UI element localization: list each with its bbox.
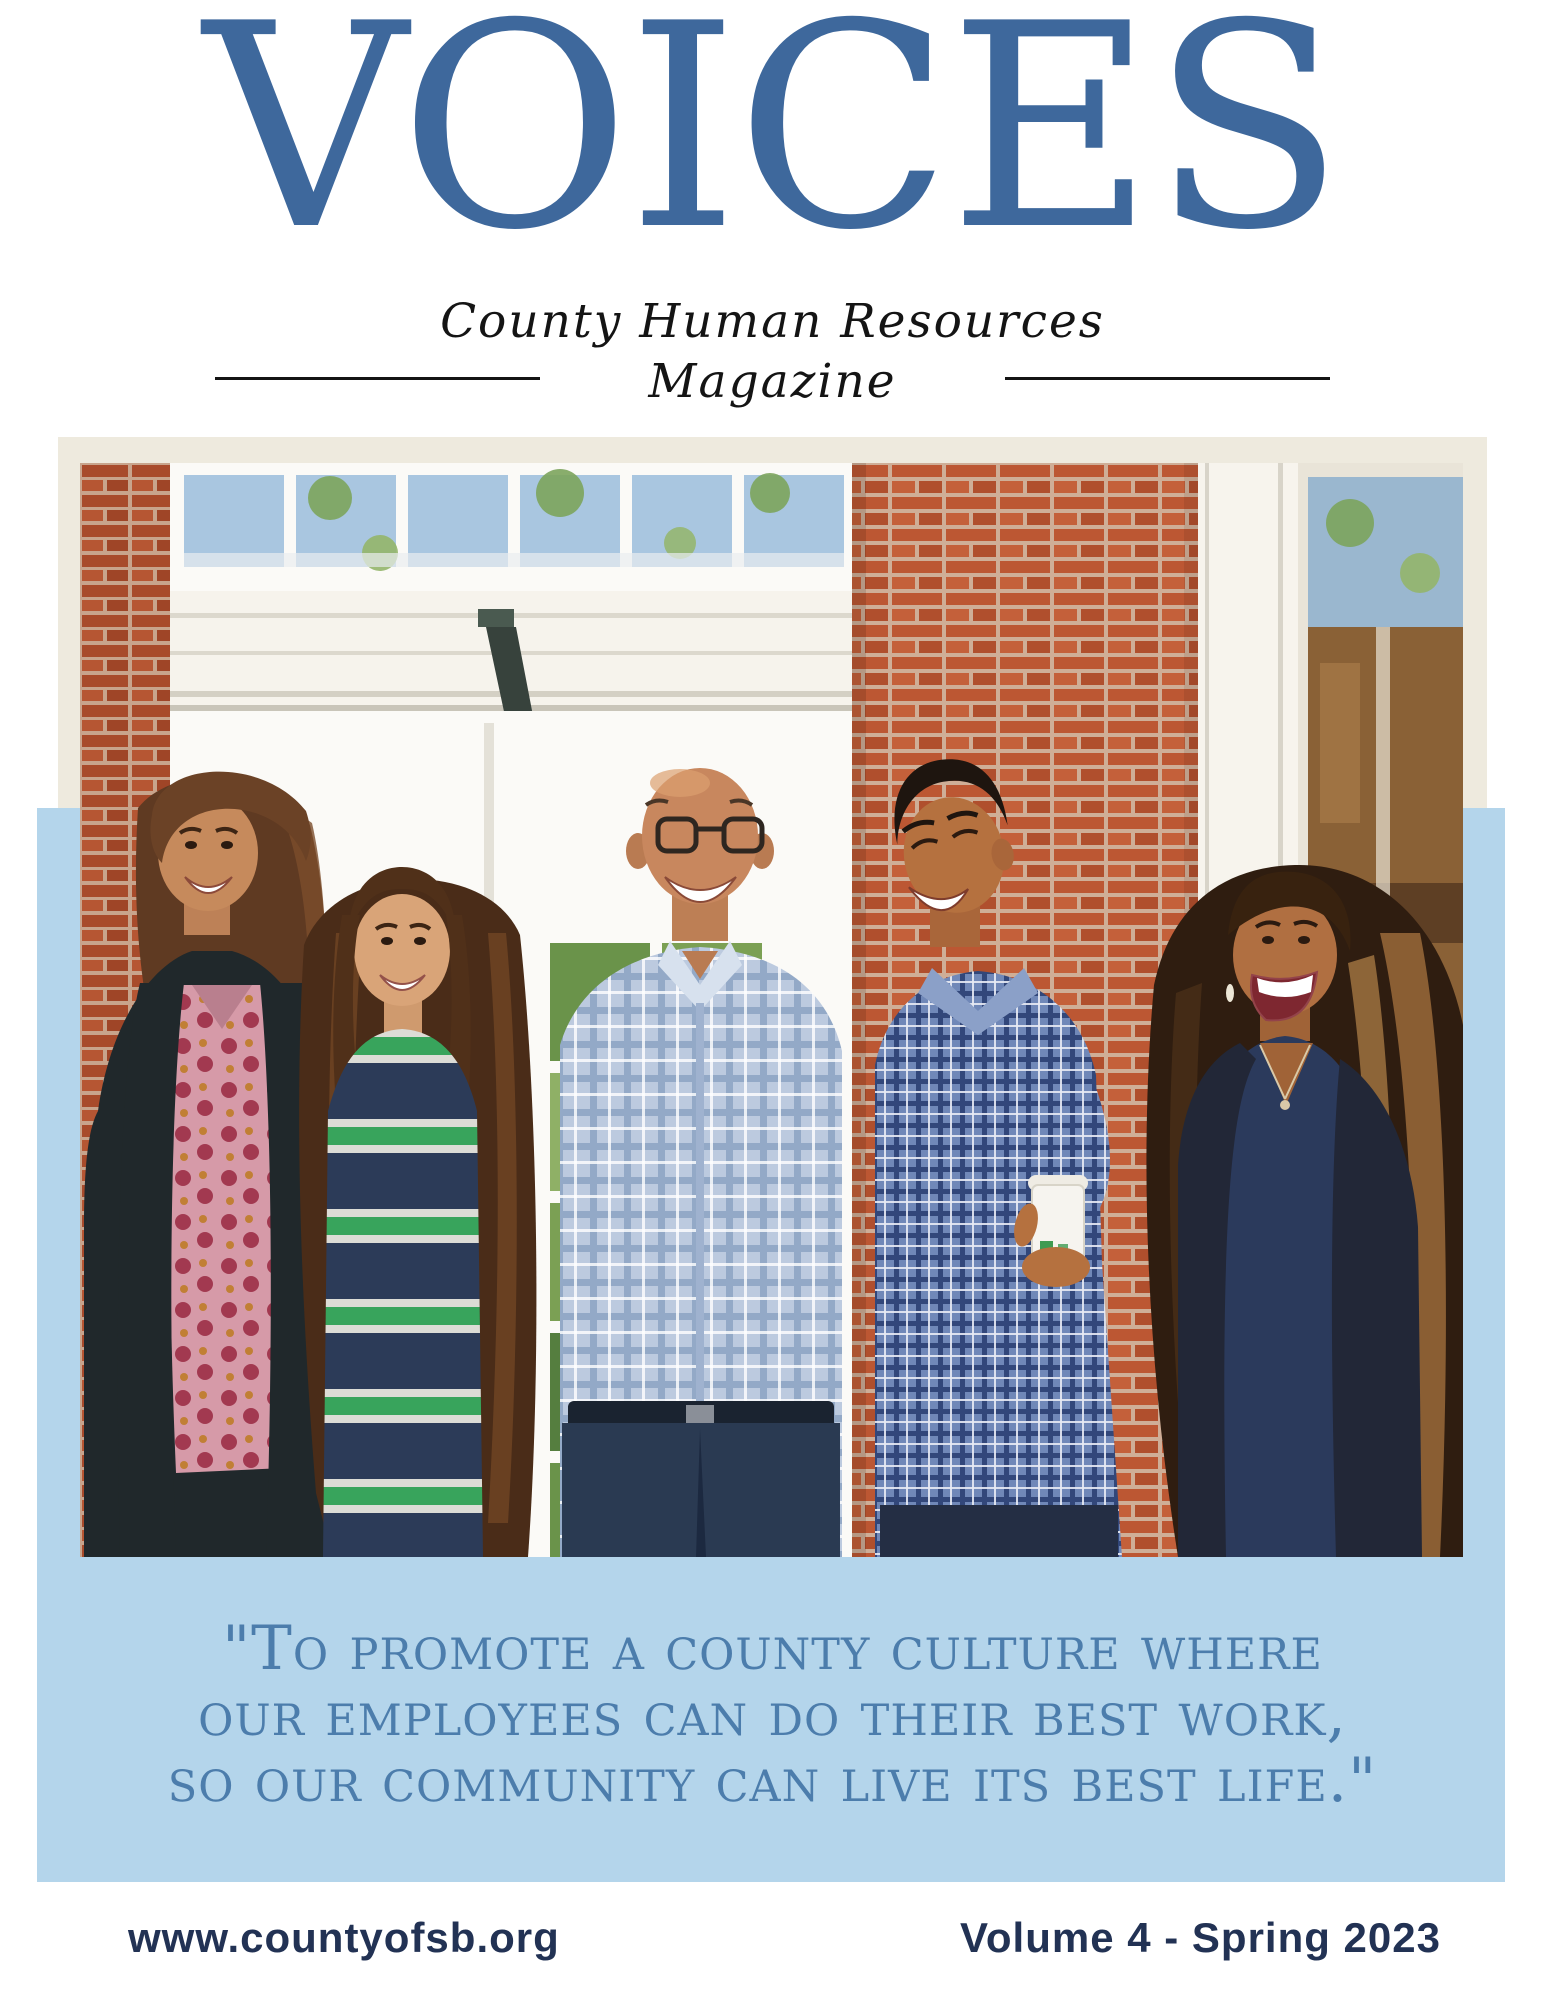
cover-photo <box>80 463 1463 1557</box>
footer-issue: Volume 4 - Spring 2023 <box>959 1914 1441 1961</box>
decorative-rule-right <box>1005 377 1330 380</box>
quote-line-3: so our community can live its best life." <box>167 1745 1378 1816</box>
quote-line-2: our employees can do their best work, <box>198 1679 1347 1750</box>
person-woman-navy-laughing <box>1146 865 1463 1557</box>
magazine-subtitle <box>0 292 1545 412</box>
subtitle-line-1: County Human Resources <box>440 294 1105 349</box>
person-woman-striped <box>299 867 536 1557</box>
quote-line-1: "To promote a county culture where <box>222 1613 1323 1684</box>
footer-website: www.countyofsb.org <box>128 1914 560 1961</box>
magazine-title: VOICES <box>203 0 1342 292</box>
cover-photo-illustration <box>80 463 1463 1557</box>
decorative-rule-left <box>215 377 540 380</box>
subtitle-line-2: Magazine <box>648 354 897 409</box>
mission-quote <box>0 1613 1545 1816</box>
